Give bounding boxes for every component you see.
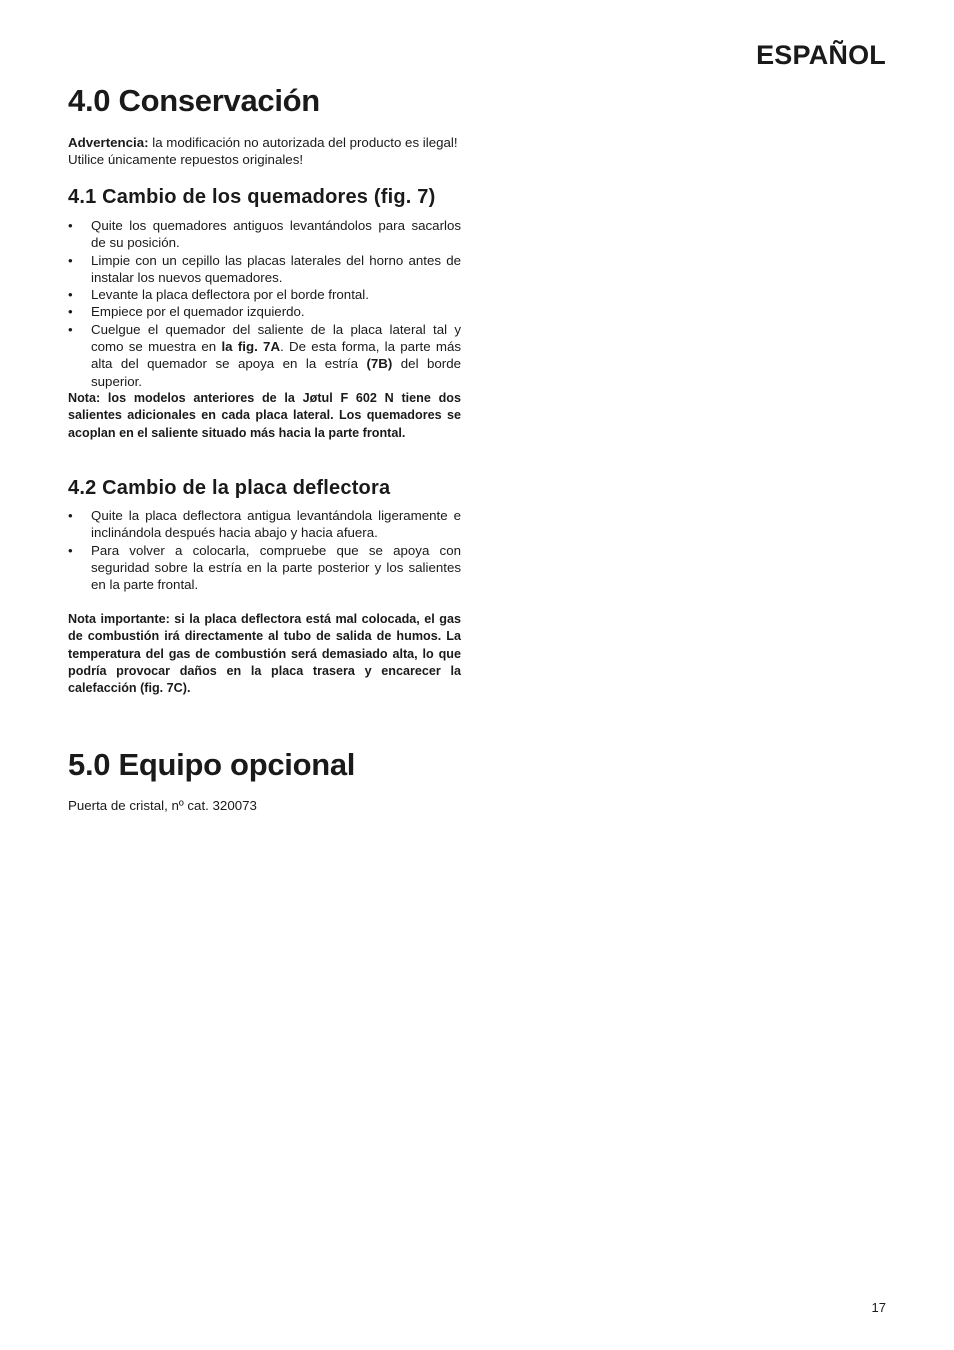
deflector-steps-list — [68, 507, 461, 593]
list-item: • Quite los quemadores antiguos levantándolos para sacarlos de su posición. — [68, 218, 461, 251]
burner-steps-list — [68, 217, 461, 390]
section-5-title: 5.0 Equipo opcional — [68, 747, 356, 782]
section-5-heading-block — [68, 748, 461, 782]
subsection-4-2 — [68, 476, 461, 500]
list-item: • Para volver a colocarla, compruebe que se apoya con seguridad sobre la estría en la parte posterior y los salientes en la parte frontal. — [68, 542, 461, 593]
section-4-heading-block — [68, 84, 461, 118]
subsection-4-1 — [68, 185, 461, 209]
warning-paragraph — [68, 134, 461, 169]
warning-text: la modificación no autorizada del producto es ilegal! Utilice únicamente repuestos originales! — [68, 135, 458, 168]
section-4-title: 4.0 Conservación — [68, 83, 320, 118]
optional-equipment-text: Puerta de cristal, nº cat. 320073 — [68, 798, 257, 813]
list-item: • Levante la placa deflectora por el borde frontal. — [68, 287, 369, 303]
subsection-4-2-title: 4.2 Cambio de la placa deflectora — [68, 477, 391, 499]
note-older-models: Nota: los modelos anteriores de la Jøtul F 602 N tiene dos salientes adicionales en cada placa lateral. Los quemadores se acoplan en el saliente situado más hacia la parte frontal. — [68, 391, 461, 440]
note-4-2-block — [68, 611, 461, 697]
subsection-4-2-list-block — [68, 507, 461, 593]
subsection-4-1-title: 4.1 Cambio de los quemadores (fig. 7) — [68, 186, 436, 208]
note-4-1-block — [68, 390, 461, 442]
warning-label: Advertencia: — [68, 135, 149, 150]
list-item: • Cuelgue el quemador del saliente de la placa lateral tal y como se muestra en la fig. 7A. De esta forma, la parte más alta del quemador se apoya en la estría (7B) del borde superior. — [68, 321, 461, 389]
section-5-body — [68, 797, 461, 814]
subsection-4-1-list-block — [68, 217, 461, 390]
list-item: • Empiece por el quemador izquierdo. — [68, 304, 305, 320]
list-item: • Quite la placa deflectora antigua levantándola ligeramente e inclinándola después hacia abajo y hacia afuera. — [68, 508, 461, 541]
note-important: Nota importante: si la placa deflectora está mal colocada, el gas de combustión irá directamente al tubo de salida de humos. La temperatura del gas de combustión será demasiado alta, lo que podría provocar daños en la placa trasera y encarecer la calefacción (fig. 7C). — [68, 612, 461, 696]
page-number: 17 — [871, 1300, 886, 1315]
language-label: ESPAÑOL — [756, 40, 886, 70]
list-item: • Limpie con un cepillo las placas laterales del horno antes de instalar los nuevos quemadores. — [68, 252, 461, 285]
